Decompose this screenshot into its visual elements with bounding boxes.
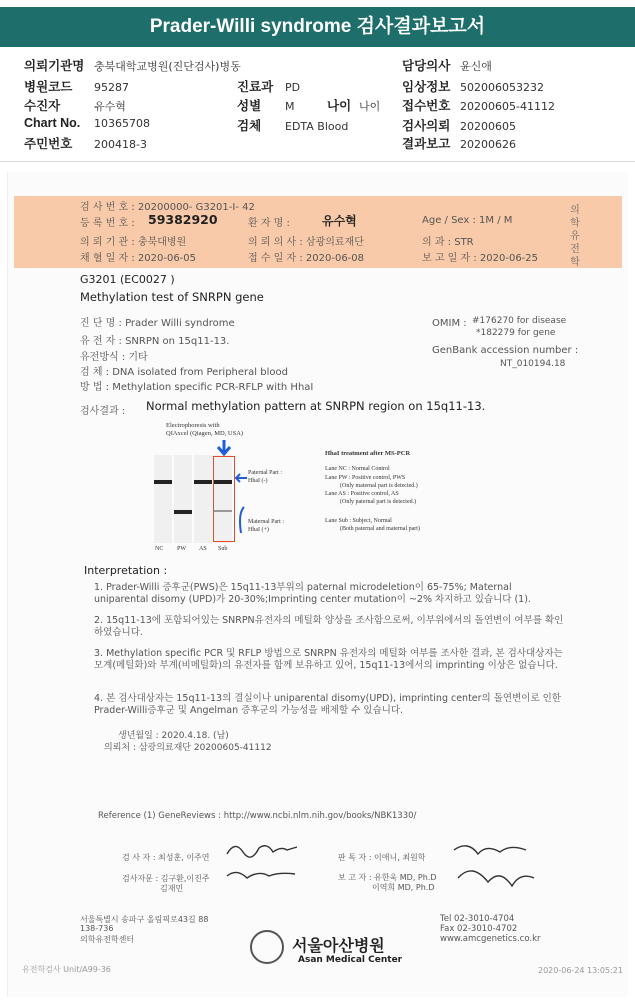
legend-line-7: (Both paternal and maternal part) <box>340 526 420 532</box>
test-number: 검 사 번 호 : 20200000- G3201-I- 42 <box>80 202 255 213</box>
request-row: 검사의뢰 20200605 <box>402 119 516 133</box>
advisor: 검사자문 : 김구환,이진주 <box>122 874 210 883</box>
legend-title: HhaI treatment after MS-PCR <box>325 450 411 457</box>
maternal-label: Maternal Part : <box>248 519 284 525</box>
hospital-name-en: Asan Medical Center <box>298 955 403 965</box>
lane-label-nc: NC <box>155 546 164 552</box>
hospital-code-row: 병원코드 95287 <box>24 80 129 94</box>
omim-disease: #176270 for disease <box>472 316 567 326</box>
chart-row: Chart No. 10365708 <box>24 116 150 130</box>
interpretation-title: Interpretation : <box>84 564 168 577</box>
qiaxcel-label: QIAxcel (Qiagen, MD, USA) <box>166 430 244 437</box>
interpretation-3: 3. Methylation specific PCR 및 RFLP 방법으로 SNRPN 유전자의 메틸화 여부를 조사한 결과, 본 검사대상자는 모계(메틸화)와 부계(비메틸화)의 유전자를 함께 보유하고 있어, 15q11-13에서의 imprinting 이상은 없습니다. <box>94 648 563 671</box>
subject-lane-highlight <box>213 456 235 542</box>
report-date: 보 고 일 자 : 2020-06-25 <box>422 253 539 264</box>
maternal-hhai: HhaI (+) <box>248 527 269 533</box>
fax: Fax 02-3010-4702 <box>440 924 518 934</box>
reporter-2: 이역희 MD, Ph.D <box>372 883 435 892</box>
requesting-institution: 의 뢰 기 관 : 충북대병원 <box>80 237 187 248</box>
omim-gene: *182279 for gene <box>476 328 556 338</box>
doctor-row: 담당의사 윤신애 <box>402 59 492 73</box>
hospital-logo <box>250 930 284 964</box>
test-title: Methylation test of SNRPN gene <box>80 290 264 304</box>
result-text: Normal methylation pattern at SNRPN region on 15q11-13. <box>146 399 486 413</box>
date-of-birth: 생년월일 : 2020.4.18. (남) <box>118 731 229 741</box>
specimen-row: 검체 EDTA Blood <box>237 119 349 133</box>
receipt-row: 접수번호 20200605-41112 <box>402 99 555 113</box>
diagnosis: 진 단 명 : Prader Willi syndrome <box>80 318 235 329</box>
band-pw <box>174 510 192 514</box>
legend-line-2: Lane PW : Positive control, PWS <box>325 475 406 481</box>
paternal-hhai: HhaI (-) <box>248 478 268 484</box>
telephone: Tel 02-3010-4704 <box>440 914 515 924</box>
test-code: G3201 (EC0027 ) <box>80 273 175 286</box>
report-title: Prader-Willi syndrome 검사결과보고서 <box>0 7 635 47</box>
paternal-label: Paternal Part : <box>248 470 282 476</box>
footer-timestamp: 2020-06-24 13:05:21 <box>538 966 623 975</box>
lane-as <box>194 455 212 543</box>
legend-line-5: (Only paternal part is detected.) <box>340 499 417 505</box>
lane-pw <box>174 455 192 543</box>
department: 의 과 : STR <box>422 237 474 248</box>
legend-line-4: Lane AS : Positive control, AS <box>325 491 399 497</box>
website: www.amcgenetics.co.kr <box>440 934 541 944</box>
lane-nc <box>154 455 172 543</box>
arrow-left-icon <box>234 473 248 483</box>
requesting-doctor: 의 뢰 의 사 : 삼광의료재단 <box>248 237 364 248</box>
sex-row: 성별 M <box>237 99 295 113</box>
patient-name-label: 환 자 명 : <box>248 218 290 229</box>
dept-row: 진료과 PD <box>237 80 301 94</box>
band-as <box>194 480 212 484</box>
referral-source: 의뢰처 : 삼광의료재단 20200605-41112 <box>104 743 272 753</box>
address-line-3: 의학유전학센터 <box>80 935 135 944</box>
reporter: 보 고 자 : 유한욱 MD, Ph.D <box>338 873 437 882</box>
reg-no-label: 등 록 번 호 : <box>80 218 135 229</box>
rrn-row: 주민번호 200418-3 <box>24 137 147 151</box>
interpretation-4: 4. 본 검사대상자는 15q11-13의 결실이나 uniparental disomy(UPD), imprinting center의 돌연변이로 인한 Prader-Willi증후군 및 Angelman 증후군의 가능성을 배제할 수 있습니다. <box>94 693 562 716</box>
tester: 검 사 자 : 최성훈, 이주연 <box>122 853 210 862</box>
advisor-2: 김재민 <box>160 884 184 893</box>
lane-label-as: AS <box>199 546 207 552</box>
hospital-name-kr: 서울아산병원 <box>292 936 385 955</box>
arrow-down-icon <box>214 438 234 458</box>
report-row: 결과보고 20200626 <box>402 137 516 151</box>
genbank-label: GenBank accession number : <box>432 345 579 356</box>
reviewer: 판 독 자 : 이애니, 최원학 <box>338 853 426 862</box>
interpretation-1: 1. Prader-Willi 증후군(PWS)은 15q11-13부위의 paternal microdeletion이 65-75%; Maternal uniparental disomy (UPD)가 20-30%;Imprinting center mutation이 ~2% 차지하고 있습니다 (1). <box>94 582 531 605</box>
legend-line-1: Lane NC : Normal Control <box>325 466 390 472</box>
header-divider <box>0 161 635 162</box>
result-label: 검사결과 : <box>80 406 126 417</box>
legend-line-3: (Only maternal part is detected.) <box>340 483 418 489</box>
age-sex: Age / Sex : 1M / M <box>422 215 513 226</box>
specimen: 검 체 : DNA isolated from Peripheral blood <box>80 367 288 378</box>
receive-date: 접 수 일 자 : 2020-06-08 <box>248 253 365 264</box>
inheritance: 유전방식 : 기타 <box>80 352 148 363</box>
reference: Reference (1) GeneReviews : http://www.ncbi.nlm.nih.gov/books/NBK1330/ <box>98 811 417 821</box>
address-line-2: 138-736 <box>80 924 114 933</box>
electrophoresis-label: Electrophoresis with <box>166 422 220 429</box>
department-side-label: 의학유전학 <box>570 205 580 268</box>
reg-no-value: 59382920 <box>148 212 218 227</box>
advisor-signature <box>225 864 300 884</box>
tester-signature <box>225 838 300 860</box>
patient-name-value: 유수혁 <box>322 214 357 228</box>
omim-label: OMIM : <box>432 318 467 329</box>
legend-line-6: Lane Sub : Subject, Normal <box>325 518 392 524</box>
genbank-number: NT_010194.18 <box>500 359 566 369</box>
age-row: 나이 나이 <box>327 99 381 113</box>
patient-row: 수진자 유수혁 <box>24 99 126 113</box>
footer-unit: 유전학검사 Unit/A99-36 <box>22 965 111 974</box>
reviewer-signature <box>448 838 538 900</box>
address-line-1: 서울특별시 송파구 올림픽로43길 88 <box>80 915 209 924</box>
lane-label-sub: Sub <box>218 546 228 552</box>
lane-label-pw: PW <box>177 546 186 552</box>
clinical-row: 임상정보 502006053232 <box>402 80 544 94</box>
institution-row: 의뢰기관명 충북대학교병원(진단검사)병동 <box>24 59 241 73</box>
bracket-icon <box>236 505 248 535</box>
band-nc <box>154 480 172 484</box>
gene: 유 전 자 : SNRPN on 15q11-13. <box>80 336 230 347</box>
interpretation-2: 2. 15q11-13에 포함되어있는 SNRPN유전자의 메틸화 양상을 조사함으로써, 이부위에서의 돌연변이 여부를 확인하였습니다. <box>94 615 564 638</box>
collection-date: 채 혈 일 자 : 2020-06-05 <box>80 253 197 264</box>
method: 방 법 : Methylation specific PCR-RFLP with HhaI <box>80 382 314 393</box>
